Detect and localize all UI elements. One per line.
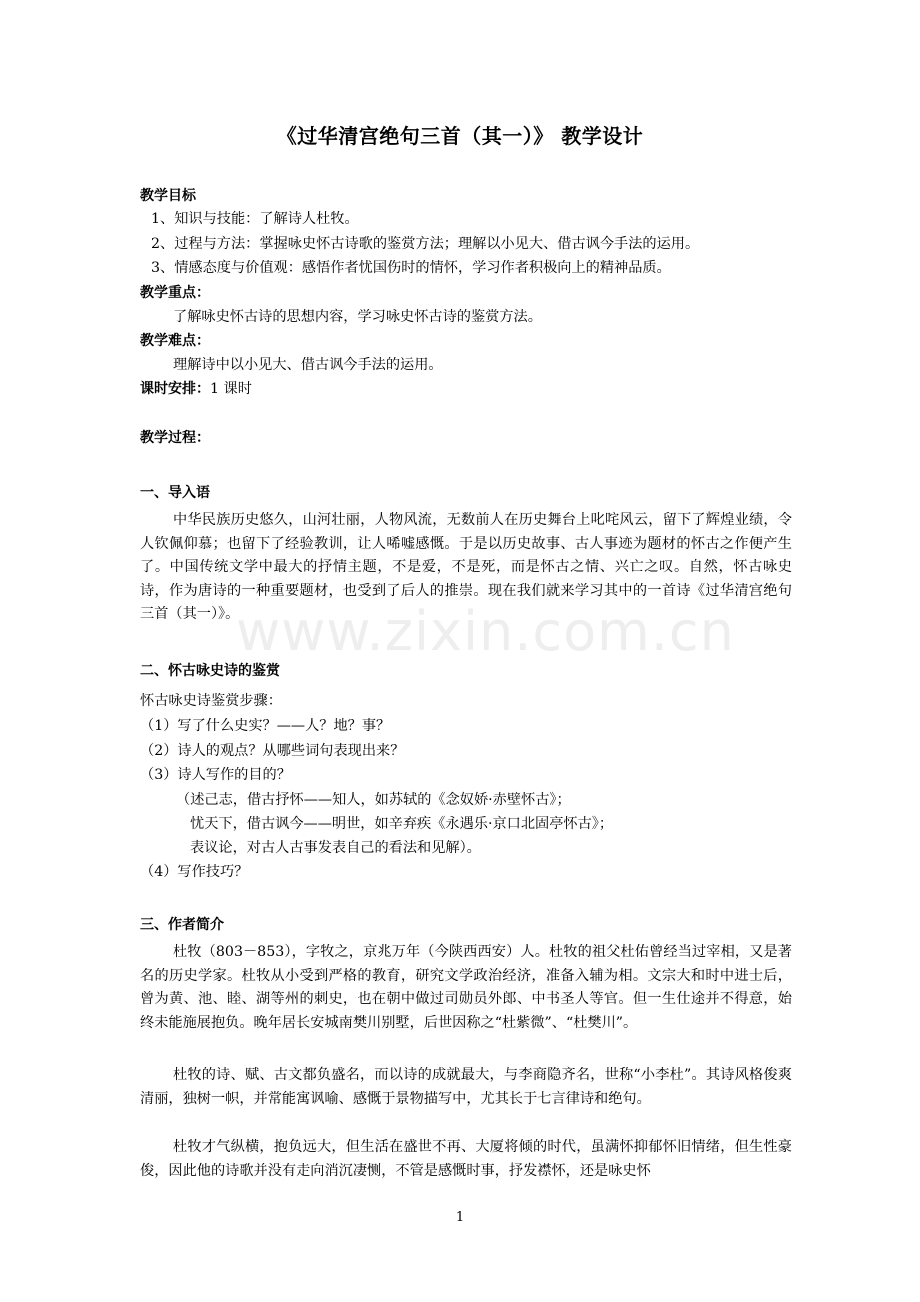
step-3-sub-1: （述己志，借古抒怀——知人，如苏轼的《念奴娇·赤壁怀古》； [176, 792, 571, 808]
objective-item: 3、情感态度与价值观：感悟作者忧国伤时的情怀，学习作者积极向上的精神品质。 [151, 260, 671, 276]
step-2: （2）诗人的观点？从哪些词句表现出来？ [140, 743, 405, 759]
difficulty-heading: 教学难点： [140, 333, 210, 349]
section2-heading: 二、怀古咏史诗的鉴赏 [140, 663, 280, 679]
step-3: （3）诗人写作的目的？ [140, 767, 291, 783]
step-3-sub-2: 忧天下，借古讽今——明世，如辛弃疾《永遇乐·京口北固亭怀古》； [190, 816, 614, 832]
process-heading: 教学过程： [140, 430, 210, 446]
section1-paragraph: 中华民族历史悠久，山河壮丽，人物风流，无数前人在历史舞台上叱咤风云，留下了辉煌业绩，令人钦佩仰慕；也留下了经验教训，让人唏嘘感慨。于是以历史故事、古人事迹为题材的怀古之作便产生了。中国传统文学中最大的抒情主题，不是爱，不是死，而是怀古之情、兴亡之叹。自然，怀古咏史诗，作为唐诗的一种重要题材，也受到了后人的推崇。现在我们就来学习其中的一首诗《过华清宫绝句三首（其一）》。 [140, 512, 792, 622]
difficulty-text: 理解诗中以小见大、借古讽今手法的运用。 [173, 357, 443, 373]
key-point-text: 了解咏史怀古诗的思想内容，学习咏史怀古诗的鉴赏方法。 [173, 309, 542, 325]
schedule-line [140, 378, 790, 401]
section3-paragraph-2: 杜牧的诗、赋、古文都负盛名，而以诗的成就最大，与李商隐齐名，世称“小李杜”。其诗风格俊爽清丽，独树一帜，并常能寓讽喻、感慨于景物描写中，尤其长于七言律诗和绝句。 [140, 1067, 792, 1107]
objective-item: 1、知识与技能：了解诗人杜牧。 [151, 211, 359, 227]
section3-paragraph-3: 杜牧才气纵横，抱负远大，但生活在盛世不再、大厦将倾的时代，虽满怀抑郁怀旧情绪，但生性豪俊，因此他的诗歌并没有走向消沉凄恻，不管是感慨时事，抒发襟怀，还是咏史怀 [140, 1139, 792, 1179]
section3-heading: 三、作者简介 [140, 917, 224, 933]
step-1: （1）写了什么史实？——人？地？事？ [140, 718, 391, 734]
schedule-text: 1 课时 [210, 381, 252, 397]
section2-intro: 怀古咏史诗鉴赏步骤： [140, 693, 282, 709]
key-point-heading: 教学重点： [140, 285, 210, 301]
watermark: www.zixin.com.cn [236, 600, 735, 663]
document-title: 《过华清宫绝句三首（其一）》 教学设计 [276, 124, 644, 148]
step-3-sub-3: 表议论，对古人古事发表自己的看法和见解）。 [190, 840, 481, 856]
schedule-heading: 课时安排： [140, 381, 210, 397]
page-number: 1 [455, 1210, 465, 1225]
objective-item: 2、过程与方法：掌握咏史怀古诗歌的鉴赏方法；理解以小见大、借古讽今手法的运用。 [151, 236, 700, 252]
section3-paragraph-1: 杜牧（803－853），字牧之，京兆万年（今陕西西安）人。杜牧的祖父杜佑曾经当过宰相，又是著名的历史学家。杜牧从小受到严格的教育，研究文学政治经济，准备入辅为相。文宗大和时中进士后，曾为黄、池、睦、湖等州的刺史，也在朝中做过司勋员外郎、中书圣人等官。但一生仕途并不得意，始终未能施展抱负。晚年居长安城南樊川别墅，后世因称之“杜紫微”、“杜樊川”。 [140, 944, 792, 1031]
objectives-heading: 教学目标 [140, 188, 196, 204]
section1-heading: 一、导入语 [140, 485, 210, 501]
step-4: （4）写作技巧？ [140, 864, 249, 880]
